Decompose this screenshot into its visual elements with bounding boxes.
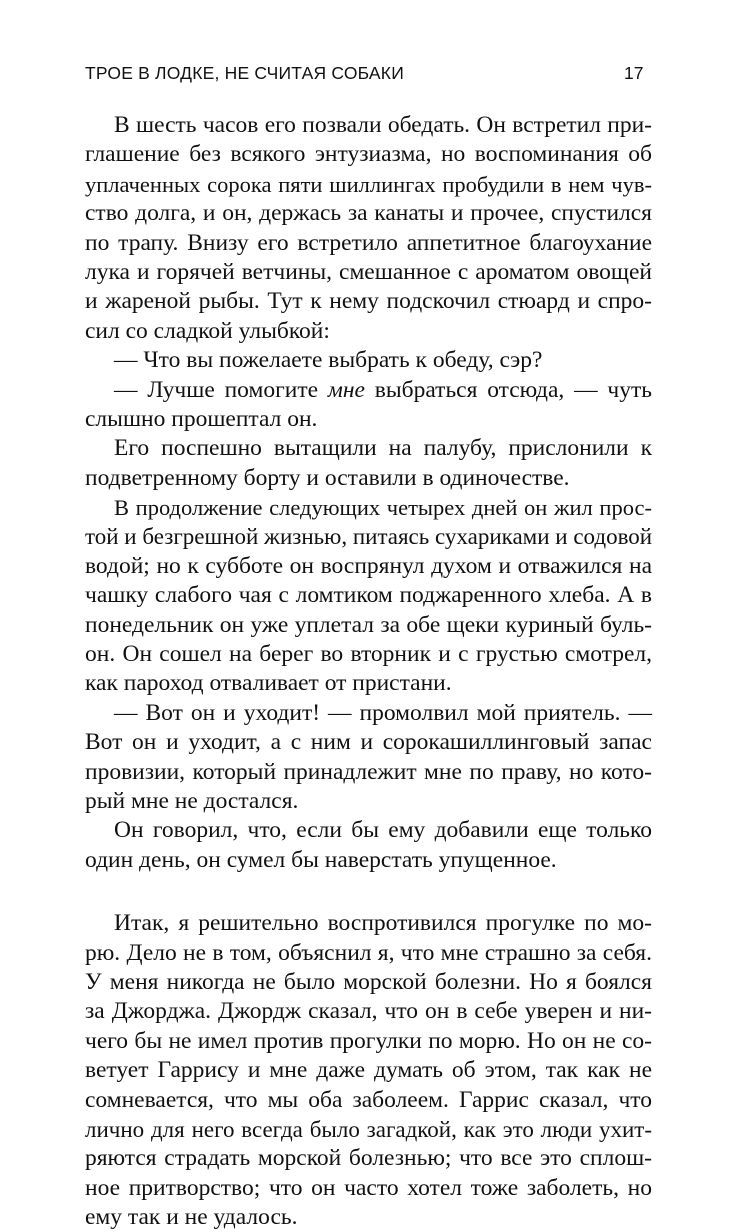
text-line: Он говорил, что, если бы ему добавили еще только [114, 817, 652, 844]
text-line: В продолжение следующих четырех дней он жил прос- [114, 495, 652, 521]
section-break [85, 875, 652, 909]
text-line: ряются страдать морской болезнью; что все это сплош- [85, 1145, 652, 1172]
text-line: чашку слабого чая с ломтиком поджаренного хлеба. А в [85, 582, 652, 609]
text-line [85, 376, 652, 405]
text-line: Его поспешно вытащили на палубу, прислонили к [114, 435, 652, 462]
text-run: — Лучше помогите [114, 376, 328, 403]
paragraph [85, 346, 652, 375]
text-line: У меня никогда не было морской болезни. Но я боялся [85, 968, 652, 995]
text-line: В шесть часов его позвали обедать. Он встретил при- [114, 112, 652, 138]
text-line: — Что вы пожелаете выбрать к обеду, сэр? [114, 347, 543, 374]
text-line: ветует Гаррису и мне даже думать об этом, так как не [85, 1057, 652, 1084]
paragraph [85, 699, 652, 817]
text-line: чего бы не имел против прогулки по морю. Но он не со- [85, 1027, 652, 1054]
page-number: 17 [624, 63, 644, 83]
italic-emphasis: мне [327, 376, 365, 403]
text-line: сомневается, что мы оба заболеем. Гаррис сказал, что [85, 1086, 652, 1113]
text-line: ему так и не удалось. [85, 1204, 298, 1231]
text-run: выбраться отсюда, — чуть [364, 376, 652, 403]
text-line: за Джорджа. Джордж сказал, что он в себе уверен и ни- [85, 998, 652, 1025]
text-line: лука и горячей ветчины, смешанное с ароматом овощей [85, 258, 652, 285]
text-line: водой; но к субботе он воспрянул духом и отважился на [85, 552, 652, 579]
paragraph [85, 376, 652, 435]
paragraph [85, 111, 652, 346]
text-line: понедельник он уже уплетал за обе щеки куриный буль- [85, 611, 652, 638]
text-line: он. Он сошел на берег во вторник и с грустью смотрел, [85, 641, 652, 668]
text-line: подветренному борту и оставили в одиночестве. [85, 464, 570, 491]
text-line: рый мне не достался. [85, 787, 299, 814]
text-line: как пароход отваливает от пристани. [85, 670, 452, 697]
text-line: провизии, который принадлежит мне по праву, но кото- [85, 758, 652, 785]
text-line: один день, он сумел бы наверстать упущенное. [85, 846, 557, 873]
text-line: глашение без всякого энтузиазма, но воспоминания об [85, 141, 652, 168]
text-line: и жареной рыбы. Тут к нему подскочил стюард и спро- [85, 288, 652, 315]
text-line: Вот он и уходит, а с ним и сорокашиллинговый запас [85, 729, 652, 756]
text-line: той и безгрешной жизнью, питаясь сухариками и содовой [85, 524, 653, 550]
text-line: сил со сладкой улыбкой: [85, 317, 330, 344]
running-title: ТРОЕ В ЛОДКЕ, НЕ СЧИТАЯ СОБАКИ [85, 63, 404, 83]
paragraph [85, 816, 652, 875]
text-line: уплаченных сорока пяти шиллингах пробудили в нем чув- [85, 171, 652, 197]
text-line: — Вот он и уходит! — промолвил мой приятель. — [114, 699, 652, 726]
text-line: Итак, я решительно воспротивился прогулке по мо- [114, 910, 652, 937]
text-line: лично для него всегда было загадкой, как это люди ухит- [85, 1116, 652, 1142]
text-line: по трапу. Внизу его встретило аппетитное благоухание [85, 229, 652, 256]
paragraph [85, 909, 652, 1232]
text-line: слышно прошептал он. [85, 405, 318, 432]
body-text [85, 111, 652, 1232]
text-line: рю. Дело не в том, объяснил я, что мне страшно за себя. [85, 939, 652, 966]
paragraph [85, 434, 652, 493]
text-line: ство долга, и он, держась за канаты и прочее, спустился [85, 200, 652, 227]
text-line: ное притворство; что он часто хотел тоже заболеть, но [85, 1174, 652, 1201]
paragraph [85, 493, 652, 699]
